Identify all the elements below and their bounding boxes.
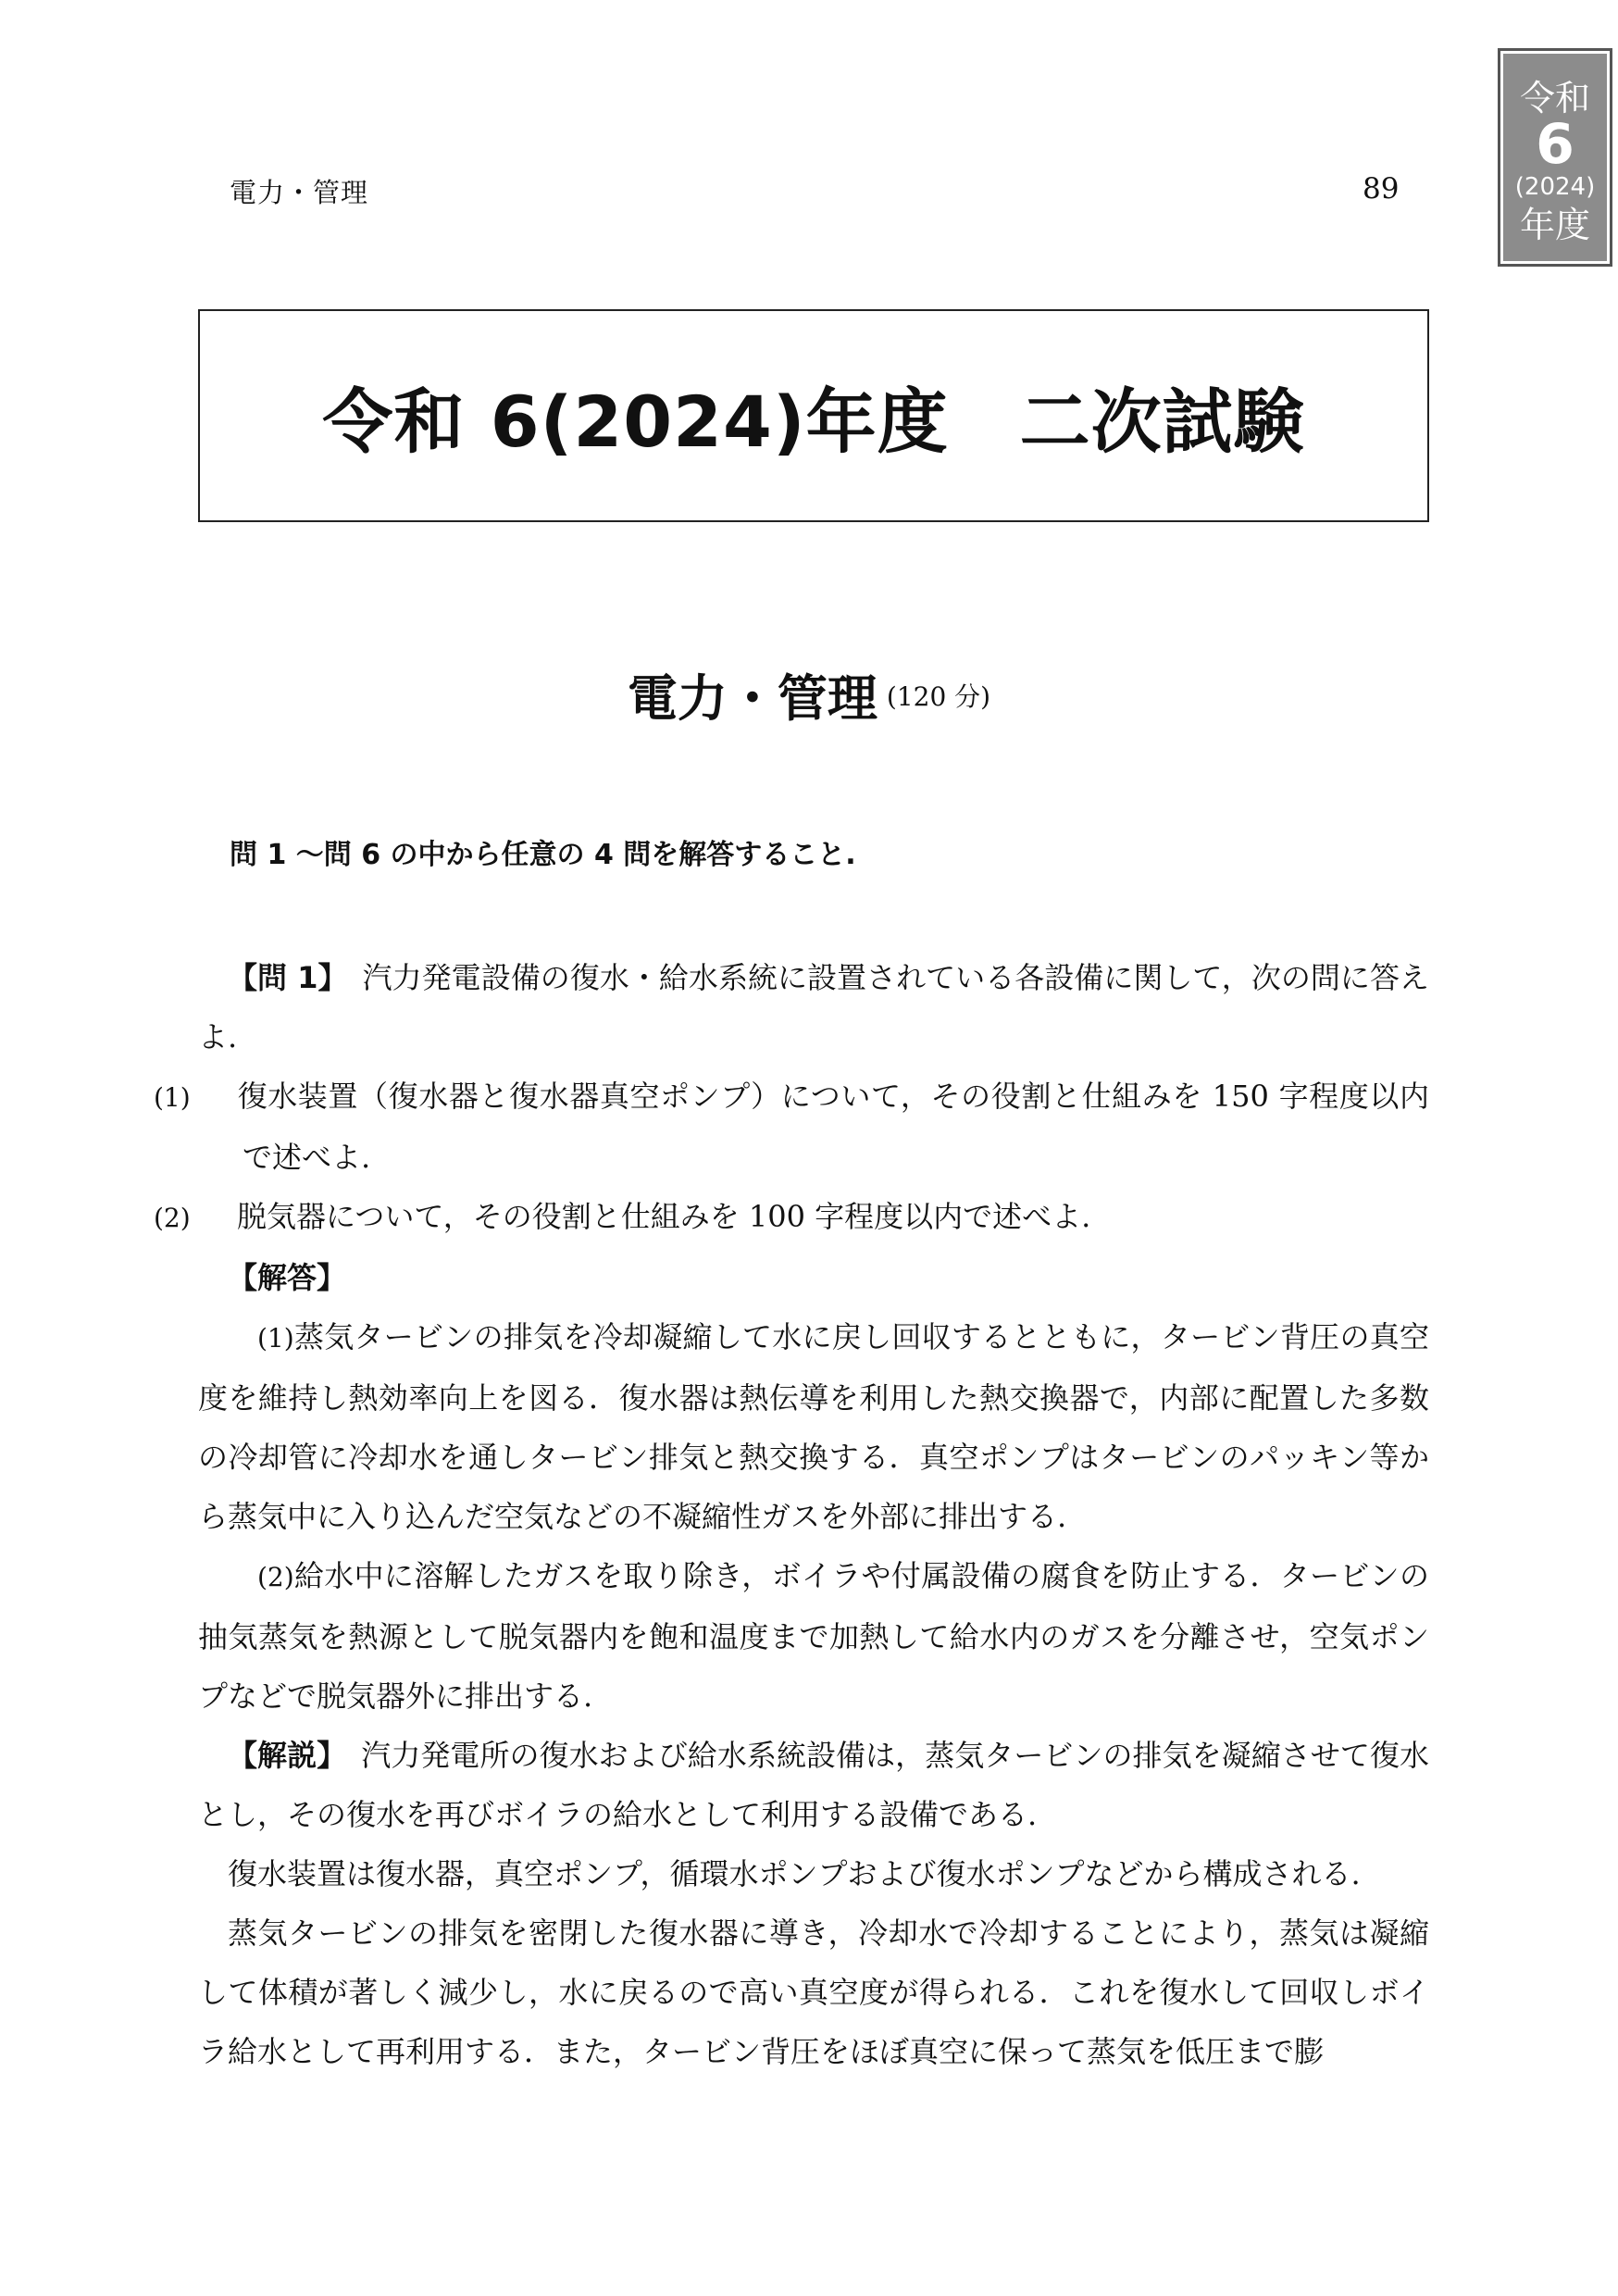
answer-2 <box>198 1546 1429 1726</box>
year-tab <box>1498 48 1612 267</box>
sub-question-1 <box>154 1067 1429 1187</box>
explanation-label: 【解説】 <box>228 1738 332 1773</box>
tab-year-western: (2024) <box>1514 173 1596 201</box>
sub-question-2-number: (2) <box>154 1203 191 1233</box>
section-duration: (120 分) <box>886 680 991 712</box>
section-heading <box>0 659 1618 730</box>
answer-2-text: 給水中に溶解したガスを取り除き，ボイラや付属設備の腐食を防止する．タービンの抽気蒸気を熱源として脱気器内を飽和温度まで加熱して給水内のガスを分離させ，空気ポンプなどで脱気器外に排出する. <box>198 1558 1429 1714</box>
sub-question-2 <box>154 1187 1429 1248</box>
instruction: 問 1 ～問 6 の中から任意の 4 問を解答すること. <box>230 839 856 871</box>
explanation-p1-text: 汽力発電所の復水および給水系統設備は，蒸気タービンの排気を凝縮させて復水とし，その復水を再びボイラの給水として利用する設備である. <box>198 1738 1429 1832</box>
explanation-paragraph-3: 蒸気タービンの排気を密閉した復水器に導き，冷却水で冷却することにより，蒸気は凝縮して体積が著しく減少し，水に戻るので高い真空度が得られる．これを復水して回収しボイラ給水として再利用する．また，タービン背圧をほぼ真空に保って蒸気を低圧まで膨 <box>198 1915 1429 2069</box>
exam-title: 令和 6(2024)年度 二次試験 <box>322 380 1305 463</box>
answer-1 <box>198 1307 1429 1546</box>
explanation-paragraph-2: 復水装置は復水器，真空ポンプ，循環水ポンプおよび復水ポンプなどから構成される. <box>228 1856 1361 1891</box>
sub-question-1-text: 復水装置（復水器と復水器真空ポンプ）について，その役割と仕組みを 150 字程度以内で述べよ. <box>237 1079 1429 1175</box>
section-title: 電力・管理 <box>627 669 877 728</box>
tab-year-suffix: 年度 <box>1519 205 1590 245</box>
question-body <box>154 948 1429 2081</box>
question-intro <box>198 948 1429 1067</box>
question-text: 汽力発電設備の復水・給水系統に設置されている各設備に関して，次の問に答えよ. <box>198 960 1429 1054</box>
answer-label: 【解答】 <box>228 1260 347 1295</box>
explanation-paragraph-1 <box>198 1726 1429 1844</box>
tab-era: 令和 <box>1519 78 1590 119</box>
sub-question-1-number: (1) <box>154 1082 191 1113</box>
sub-question-2-text: 脱気器について，その役割と仕組みを 100 字程度以内で述べよ. <box>237 1199 1091 1234</box>
answer-1-text: 蒸気タービンの排気を冷却凝縮して水に戻し回収するとともに，タービン背圧の真空度を維持し熱効率向上を図る．復水器は熱伝導を利用した熱交換器で，内部に配置した多数の冷却管に冷却水を通しタービン排気と熱交換する．真空ポンプはタービンのパッキン等から蒸気中に入り込んだ空気などの不凝縮性ガスを外部に排出する. <box>198 1319 1429 1534</box>
running-head: 電力・管理 <box>230 177 369 208</box>
exam-title-box <box>198 309 1429 522</box>
answer-2-number: (2) <box>257 1562 294 1592</box>
page-number: 89 <box>1363 172 1400 206</box>
question-label: 【問 1】 <box>228 960 333 995</box>
tab-year-number: 6 <box>1536 112 1574 177</box>
answer-1-number: (1) <box>257 1323 294 1354</box>
